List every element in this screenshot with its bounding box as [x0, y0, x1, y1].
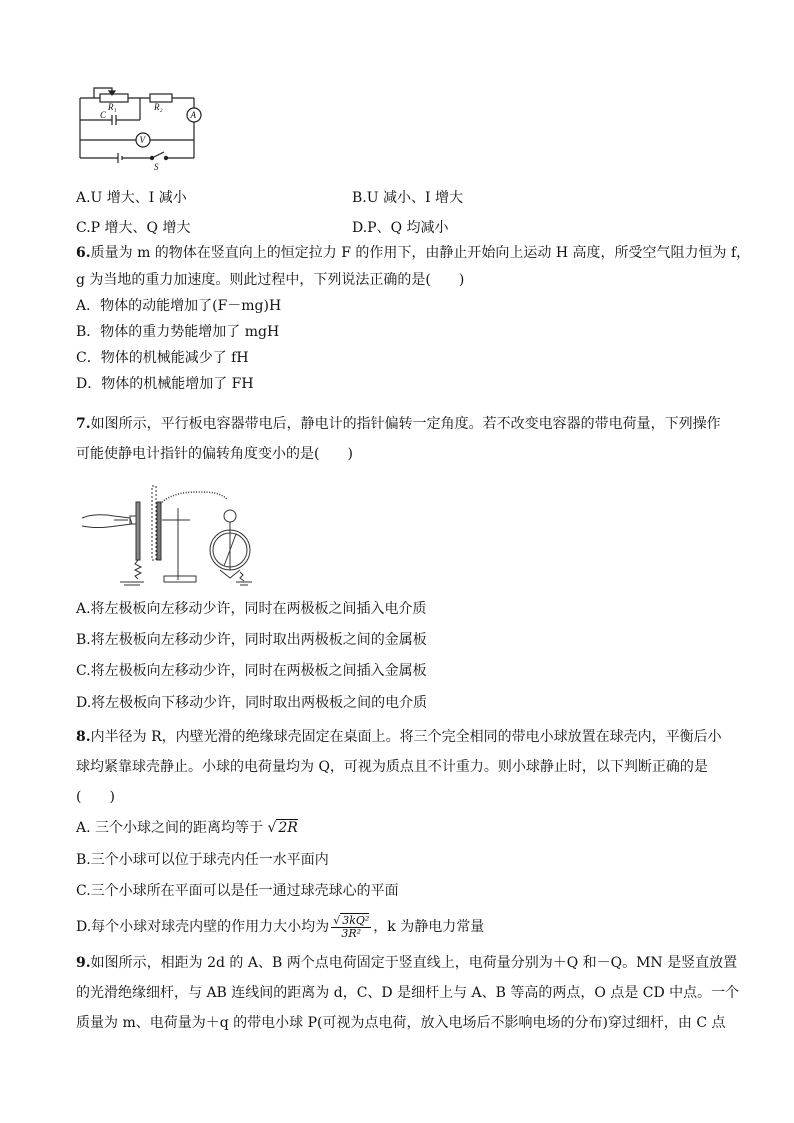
q6-option-c[interactable]: C．物体的机械能减少了 fH — [76, 350, 249, 366]
fraction-numerator: √ 3kQ² — [333, 913, 370, 927]
resistor-r1 — [100, 94, 128, 102]
q7-option-d[interactable]: D.将左极板向下移动少许，同时取出两极板之间的电介质 — [76, 695, 428, 711]
q8-stem-line1 — [76, 727, 734, 747]
electrometer-apparatus-figure — [80, 474, 270, 586]
q7-option-c[interactable]: C.将左极板向左移动少许，同时在两极板之间插入金属板 — [76, 663, 427, 679]
label-a: A — [190, 110, 196, 120]
q8-option-d-fraction — [331, 915, 371, 940]
q9-stem-line1 — [76, 953, 738, 973]
q6-option-b[interactable]: B．物体的重力势能增加了 mgH — [76, 324, 280, 340]
q6-option-a[interactable]: A．物体的动能增加了(F－mg)H — [76, 298, 282, 314]
label-r2: R₂ — [154, 102, 163, 112]
q8-option-b[interactable]: B.三个小球可以位于球壳内任一水平面内 — [76, 852, 329, 868]
q7-number: 7. — [76, 416, 91, 432]
q9-stem-text1: 如图所示，相距为 2d 的 A、B 两个点电荷固定于竖直线上，电荷量分别为＋Q 和－Q。MN 是竖直放置 — [90, 955, 738, 971]
label-r1: R₁ — [108, 102, 117, 112]
q5-option-a[interactable]: A.U 增大、I 减小 — [76, 190, 187, 206]
q8-number: 8. — [76, 729, 91, 745]
q8-stem-text1: 内半径为 R，内壁光滑的绝缘球壳固定在桌面上。将三个完全相同的带电小球放置在球壳内，平衡后小 — [90, 729, 722, 745]
q7-stem-line1 — [76, 414, 734, 434]
q5-option-d[interactable]: D.P、Q 均减小 — [352, 220, 449, 236]
q6-stem-line1 — [76, 243, 751, 263]
fraction-denominator — [331, 928, 371, 940]
q8-option-d[interactable] — [76, 912, 734, 942]
q7-stem-text1: 如图所示，平行板电容器带电后，静电计的指针偏转一定角度。若不改变电容器的带电荷量，下列操作 — [90, 416, 721, 432]
q7-option-b[interactable]: B.将左极板向左移动少许，同时取出两极板之间的金属板 — [76, 632, 427, 648]
q7-stem-line2: 可能使静电计指针的偏转角度变小的是( ) — [76, 446, 353, 462]
q9-stem-line3: 质量为 m、电荷量为＋q 的带电小球 P(可视为点电荷，放入电场后不影响电场的分布)穿过细杆，由 C 点 — [76, 1015, 726, 1031]
label-c: C — [100, 110, 107, 120]
sqrt-symbol: √ — [267, 820, 277, 836]
q6-option-d[interactable]: D．物体的机械能增加了 FH — [76, 376, 254, 392]
q8-option-a-math: 2R — [278, 820, 298, 836]
fraction-denominator-text: 3R² — [341, 926, 362, 940]
circuit-diagram — [74, 84, 214, 170]
q7-option-a[interactable]: A.将左极板向左移动少许，同时在两极板之间插入电介质 — [76, 601, 427, 617]
resistor-r2 — [150, 94, 172, 102]
q9-number: 9. — [76, 955, 91, 971]
hand-shape — [82, 515, 132, 528]
q8-option-d-tail: ，k 为静电力常量 — [373, 919, 485, 935]
q6-stem-line2: g 为当地的重力加速度。则此过程中，下列说法正确的是( ) — [76, 272, 465, 288]
q8-option-d-text: D.每个小球对球壳内壁的作用力大小均为 — [76, 919, 330, 935]
label-s: S — [154, 162, 159, 170]
q5-option-c[interactable]: C.P 增大、Q 增大 — [76, 220, 191, 236]
q6-stem-text1: 质量为 m 的物体在竖直向上的恒定拉力 F 的作用下，由静止开始向上运动 H 高度，所受空气阻力恒为 f， — [90, 245, 751, 261]
q9-stem-line2: 的光滑绝缘细杆，与 AB 连线间的距离为 d，C、D 是细杆上与 A、B 等高的两点，O 点是 CD 中点。一个 — [76, 985, 740, 1001]
q6-number: 6. — [76, 245, 91, 261]
q8-option-a-text: A. 三个小球之间的距离均等于 — [76, 820, 264, 836]
q8-option-a[interactable] — [76, 818, 734, 838]
fraction-numerator-text: 3kQ² — [342, 913, 370, 927]
q5-option-b[interactable]: B.U 减小、I 增大 — [352, 190, 463, 206]
q8-option-c[interactable]: C.三个小球所在平面可以是任一通过球壳球心的平面 — [76, 883, 399, 899]
label-v: V — [139, 135, 145, 145]
q8-stem-line3: ( ) — [76, 789, 115, 805]
q8-stem-line2: 球均紧靠球壳静止。小球的电荷量均为 Q，可视为质点且不计重力。则小球静止时，以下判断正确的是 — [76, 759, 708, 775]
